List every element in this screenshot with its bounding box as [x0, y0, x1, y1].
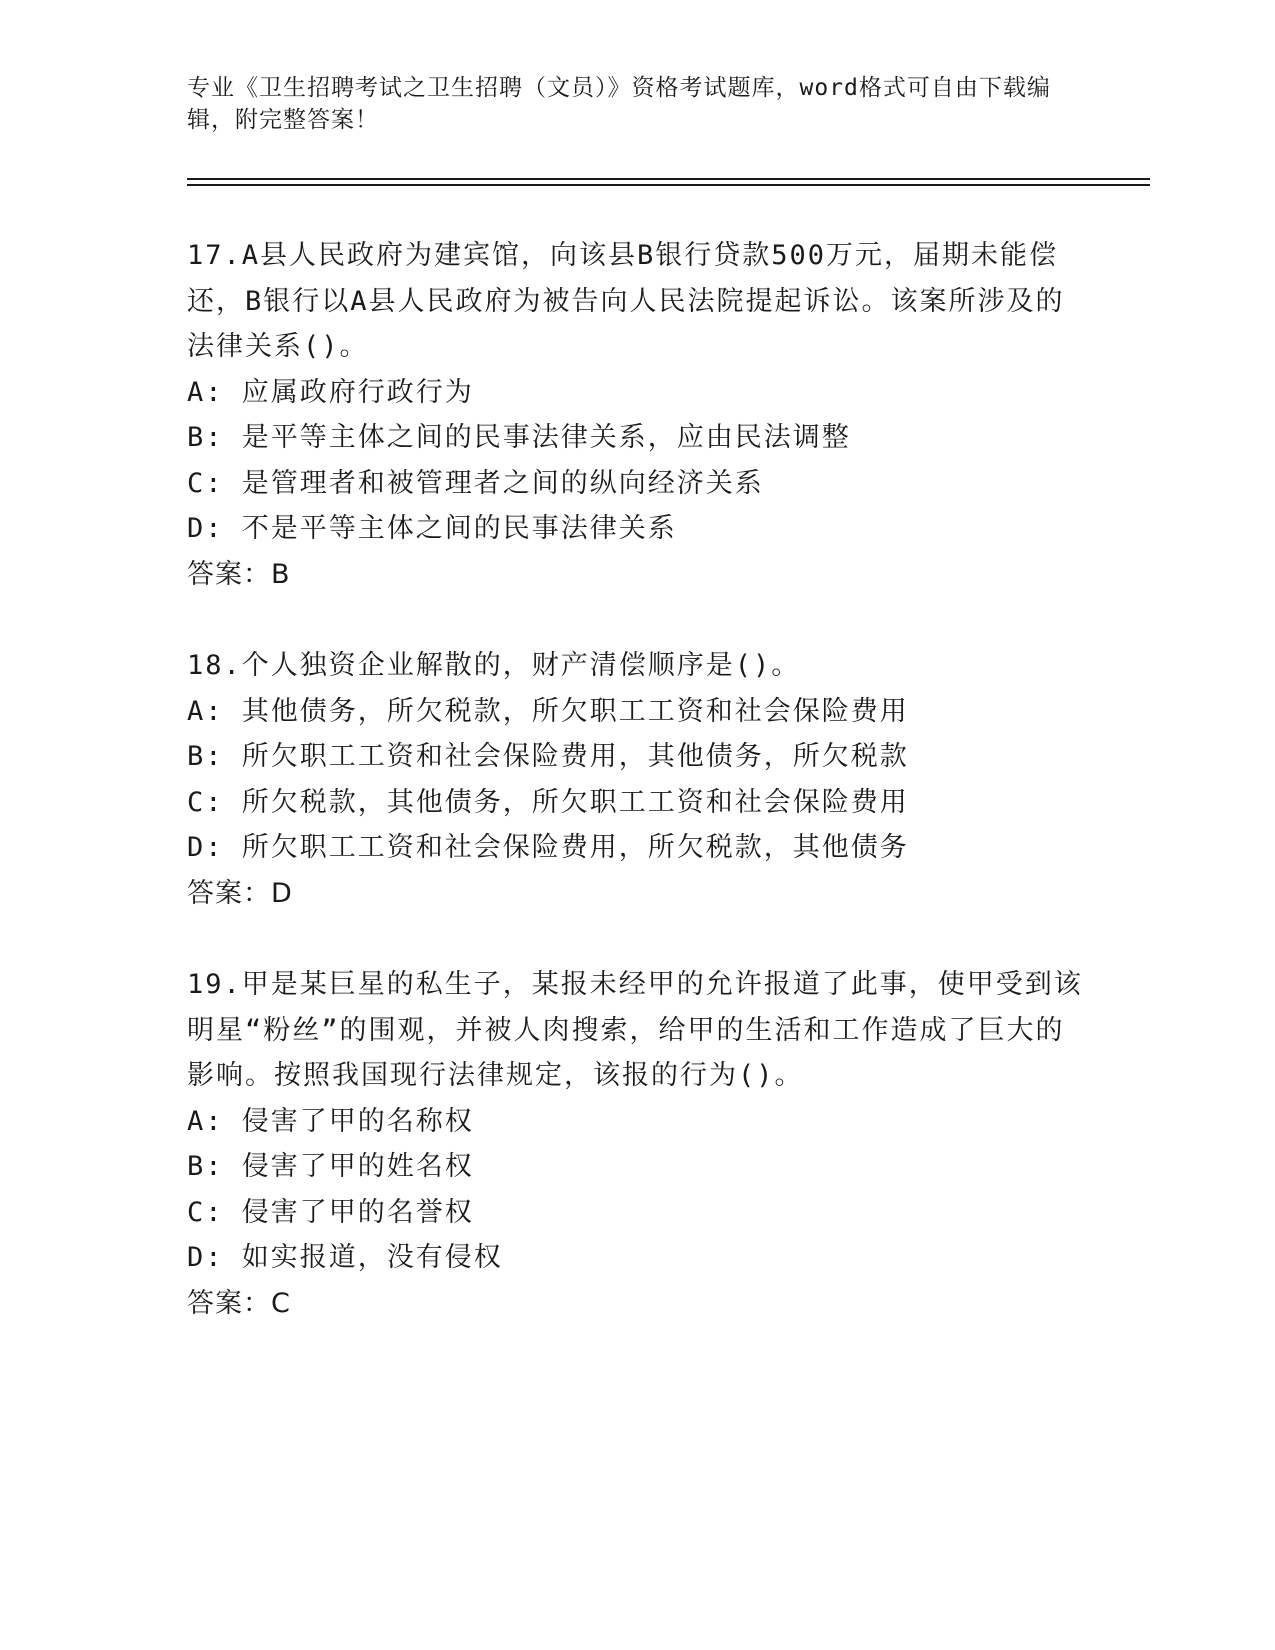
option-b: B: 是平等主体之间的民事法律关系，应由民法调整: [187, 422, 851, 453]
answer-line: 答案：C: [187, 1287, 291, 1319]
question-stem: 19.甲是某巨星的私生子，某报未经甲的允许报道了此事，使甲受到该明星“粉丝”的围观，并被人肉搜索，给甲的生活和工作造成了巨大的影响。按照我国现行法律规定，该报的行为()。: [187, 969, 1083, 1091]
document-header: [187, 72, 1087, 136]
option-b: B: 所欠职工工资和社会保险费用，其他债务，所欠税款: [187, 741, 909, 772]
question-stem: 17.A县人民政府为建宾馆，向该县B银行贷款500万元，届期未能偿还，B银行以A县人民政府为被告向人民法院提起诉讼。该案所涉及的法律关系()。: [187, 240, 1065, 362]
header-divider-top: [187, 178, 1150, 180]
answer-line: 答案：D: [187, 877, 293, 909]
header-divider-bottom: [187, 184, 1150, 186]
question-18: [187, 643, 1087, 916]
header-intro: 专业《卫生招聘考试之卫生招聘（文员）》资格考试题库，word格式可自由下载编辑，附完整答案！: [187, 75, 1051, 133]
option-b: B: 侵害了甲的姓名权: [187, 1151, 474, 1182]
option-c: C: 侵害了甲的名誉权: [187, 1196, 474, 1228]
answer-line: 答案：B: [187, 558, 291, 590]
option-a: A: 侵害了甲的名称权: [187, 1105, 474, 1137]
option-d: D: 不是平等主体之间的民事法律关系: [187, 513, 677, 544]
option-c: C: 所欠税款，其他债务，所欠职工工资和社会保险费用: [187, 786, 909, 818]
question-stem: 18.个人独资企业解散的，财产清偿顺序是()。: [187, 650, 801, 681]
question-19: [187, 962, 1087, 1326]
option-a: A: 其他债务，所欠税款，所欠职工工资和社会保险费用: [187, 695, 909, 727]
option-a: A: 应属政府行政行为: [187, 376, 474, 408]
question-17: [187, 233, 1087, 597]
option-c: C: 是管理者和被管理者之间的纵向经济关系: [187, 467, 764, 499]
option-d: D: 如实报道，没有侵权: [187, 1242, 503, 1273]
option-d: D: 所欠职工工资和社会保险费用，所欠税款，其他债务: [187, 832, 909, 863]
